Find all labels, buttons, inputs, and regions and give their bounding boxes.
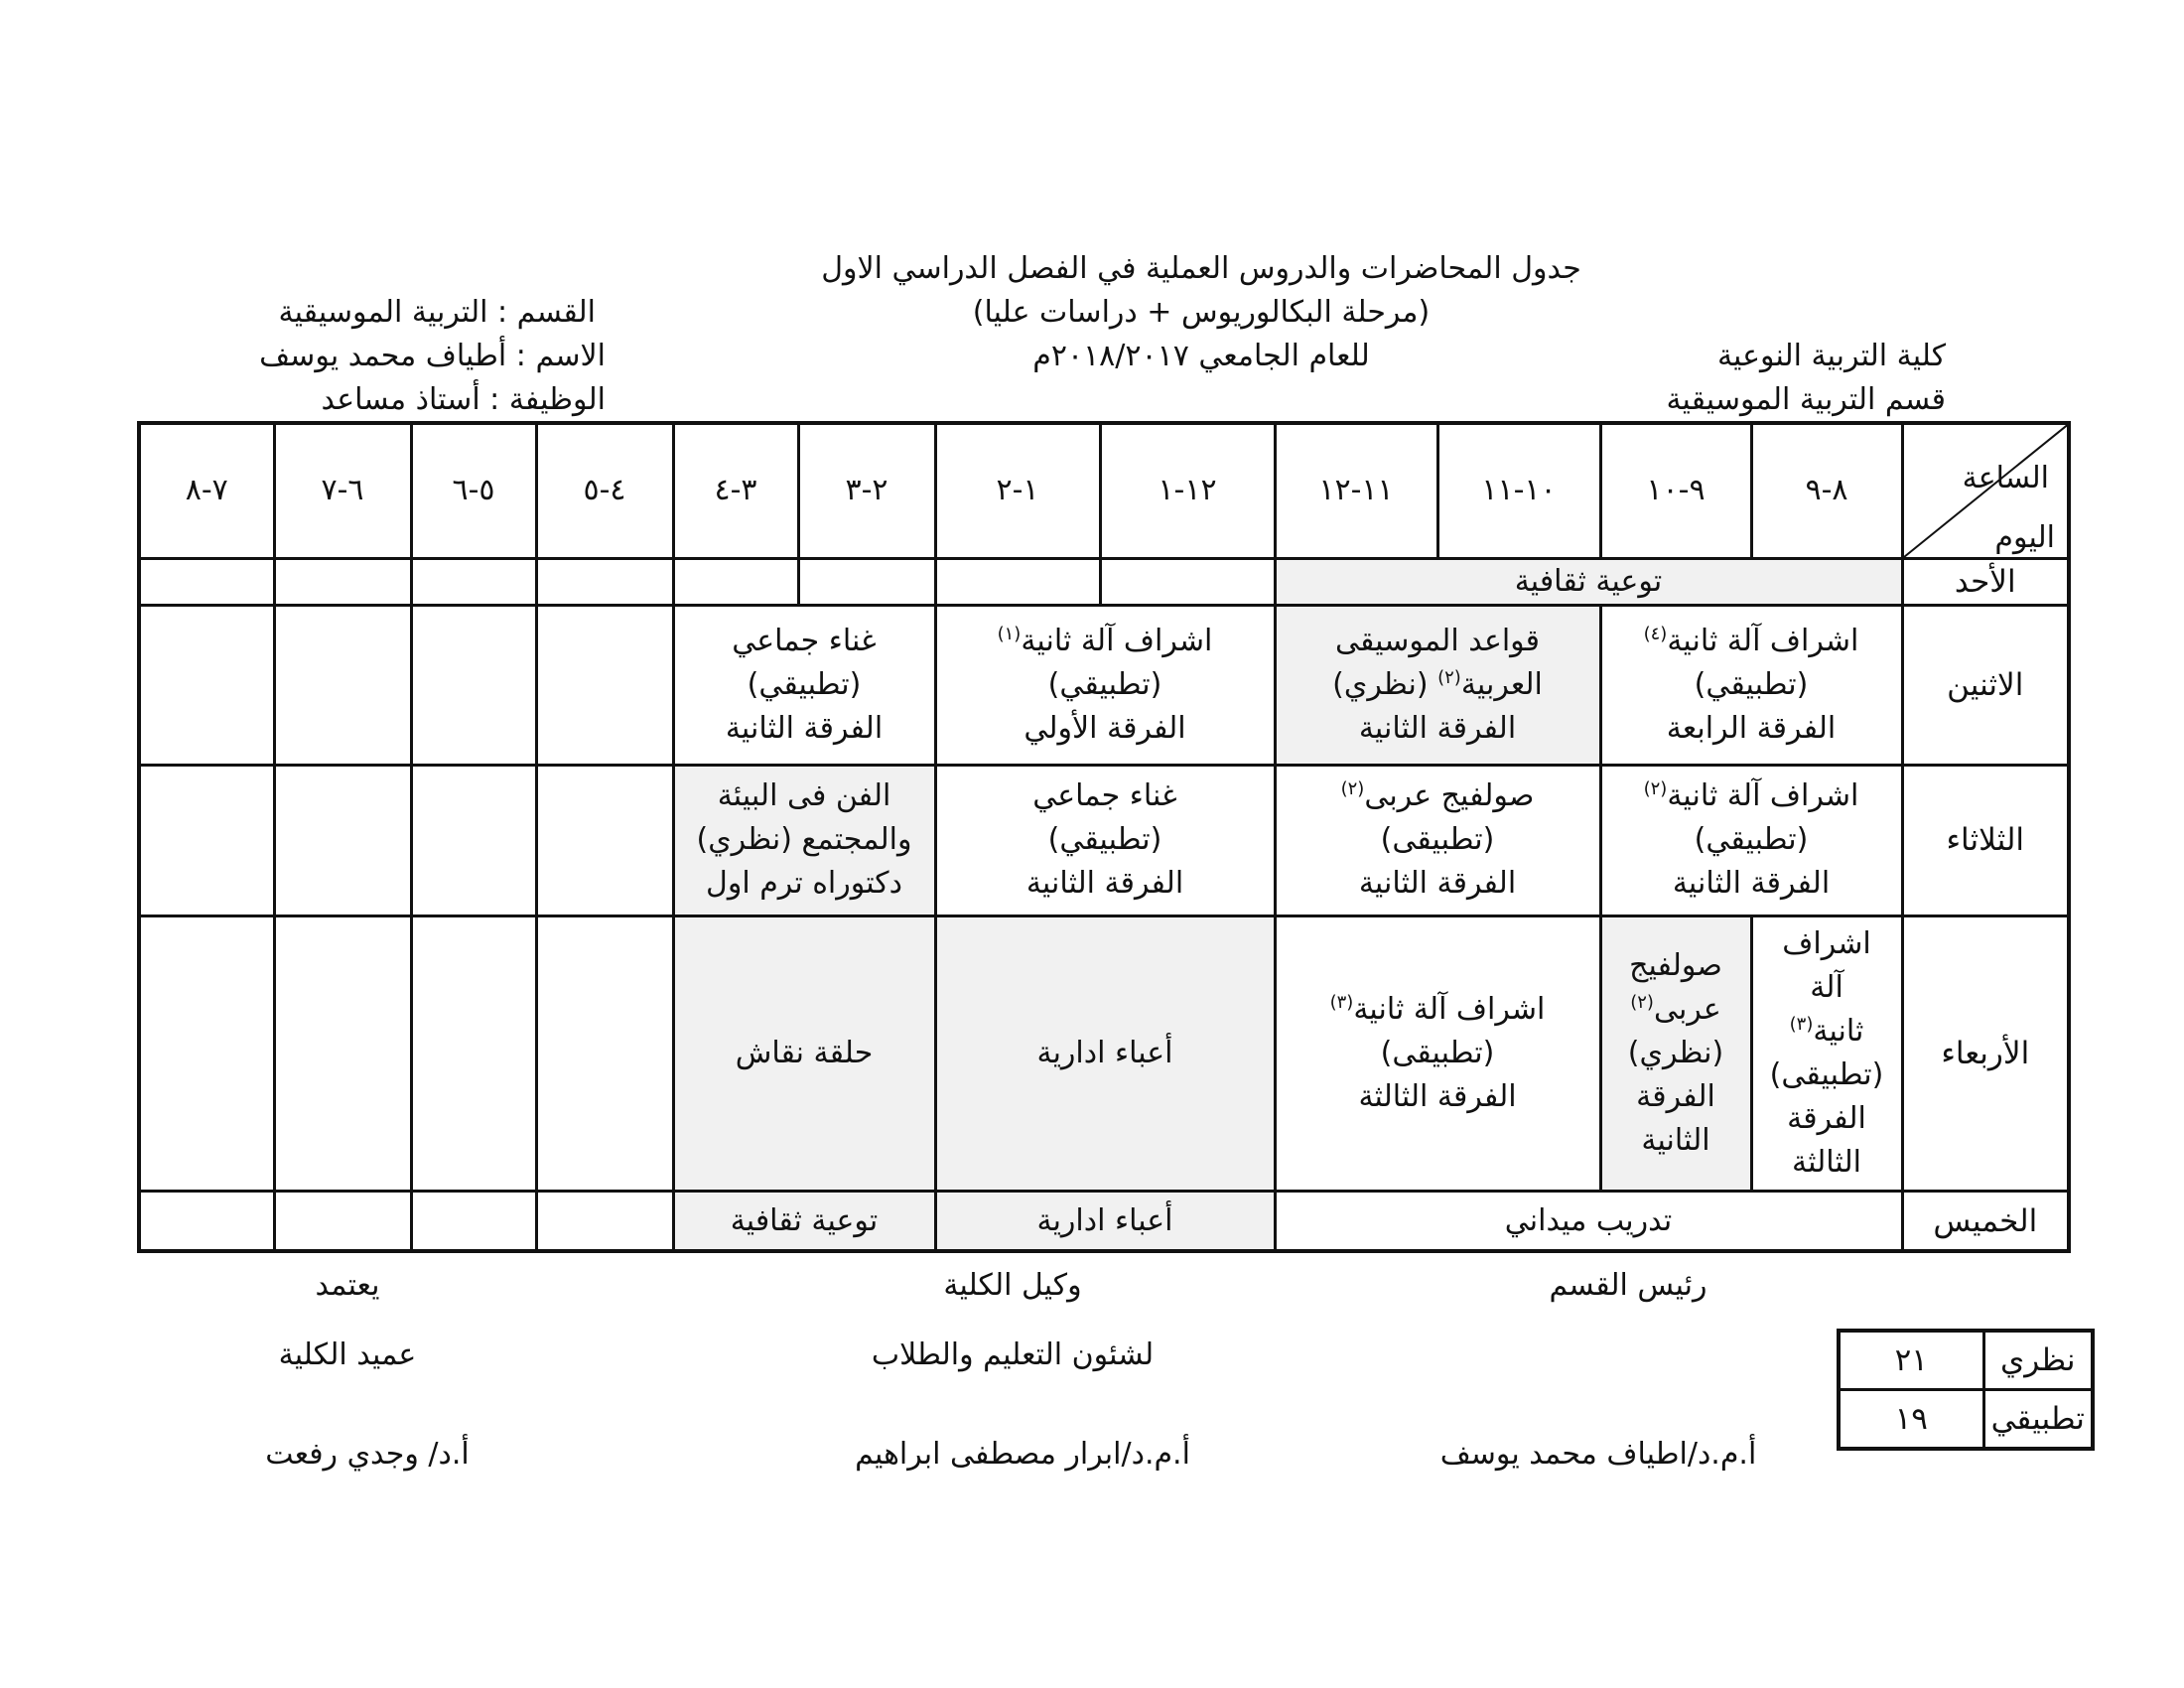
course-name: غناء جماعي [732,623,877,658]
cultural-awareness-cell: توعية ثقافية [673,1192,935,1251]
corner-header-cell [1902,423,2069,558]
empty-cell [139,558,274,605]
empty-cell [536,916,673,1192]
admin-duties-cell: أعباء ادارية [935,916,1275,1192]
theory-label: نظري [1983,1331,2093,1390]
empty-cell [798,558,935,605]
course-group: الفرقة الرابعة [1666,710,1837,746]
empty-cell [139,916,274,1192]
time-slot-header: ٧-٨ [139,423,274,558]
course-name: الفن فى البيئة [717,778,891,814]
class-cell [935,606,1275,766]
course-name: اشراف آلة ثانية [1667,778,1859,814]
empty-cell [139,765,274,916]
time-slot-header: ٤-٥ [536,423,673,558]
course-group: الفرقة [1787,1101,1866,1137]
course-name-cont: والمجتمع (نظري) [696,822,912,858]
class-cell [1600,606,1902,766]
day-tuesday: الثلاثاء [1902,765,2069,916]
course-note: (٣) [1329,992,1354,1014]
empty-cell [274,1192,411,1251]
day-sunday: الأحد [1902,558,2069,605]
empty-cell [274,916,411,1192]
time-slot-header: ٩-١٠ [1600,423,1751,558]
course-type: (تطبيقي) [747,666,862,702]
vice-dean-name: أ.م.د/ابرار مصطفى ابراهيم [855,1437,1190,1472]
empty-cell [536,765,673,916]
empty-cell [1100,558,1275,605]
day-monday: الاثنين [1902,606,2069,766]
course-type: (تطبيقي) [1694,822,1809,858]
empty-cell [411,558,536,605]
course-note: (٢) [1643,778,1668,800]
course-note: (٢) [1340,778,1365,800]
empty-cell [139,606,274,766]
theory-hours: ٢١ [1839,1331,1983,1390]
time-slot-header: ١٢-١ [1100,423,1275,558]
empty-cell [411,765,536,916]
department-field: القسم : التربية الموسيقية [278,295,596,330]
vice-dean-title: وكيل الكلية [943,1268,1082,1303]
course-group-cont: الثالثة [1792,1145,1861,1181]
course-type: (تطبيقى) [1769,1057,1884,1093]
course-name-cont: آلة [1810,970,1843,1006]
course-group: الفرقة الثانية [1358,710,1517,746]
time-slot-header: ١٠-١١ [1437,423,1600,558]
course-group: دكتوراه ترم اول [706,866,902,902]
class-cell [1275,765,1600,916]
empty-cell [411,1192,536,1251]
vice-dean-subtitle: لشئون التعليم والطلاب [871,1337,1155,1372]
course-group: الفرقة [1636,1079,1715,1115]
empty-cell [274,606,411,766]
empty-cell [411,916,536,1192]
class-cell [1600,765,1902,916]
empty-cell [274,558,411,605]
course-note: (٤) [1643,623,1668,644]
course-name: اشراف آلة ثانية [1021,623,1213,658]
course-type: (نظري) [1332,666,1438,702]
empty-cell [673,558,798,605]
title-line-1: جدول المحاضرات والدروس العملية في الفصل الدراسي الاول [821,251,1581,286]
time-slot-header: ١-٢ [935,423,1100,558]
time-slot-header: ٣-٤ [673,423,798,558]
hour-label: الساعة [1962,461,2049,495]
course-group: الفرقة الثانية [1358,866,1517,902]
course-name: غناء جماعي [1032,778,1177,814]
time-slot-header: ٦-٧ [274,423,411,558]
class-cell [1751,916,1902,1192]
course-group: الفرقة الثانية [725,710,884,746]
course-type: (نظري) [1627,1036,1724,1071]
department-name-right: قسم التربية الموسيقية [1666,382,1946,417]
empty-cell [411,606,536,766]
course-type: (تطبيقي) [1694,666,1809,702]
time-slot-header: ٢-٣ [798,423,935,558]
title-line-2: (مرحلة البكالوريوس + دراسات عليا) [972,295,1431,330]
course-type: (تطبيقى) [1380,822,1495,858]
empty-cell [536,606,673,766]
title-line-3: للعام الجامعي ٢٠١٨/٢٠١٧م [1032,339,1370,373]
course-name: قواعد الموسيقى [1334,623,1541,658]
position-field: الوظيفة : أستاذ مساعد [321,382,606,417]
admin-duties-cell: أعباء ادارية [935,1192,1275,1251]
schedule-table [137,421,2071,1253]
time-slot-header: ٨-٩ [1751,423,1902,558]
time-slot-header: ١١-١٢ [1275,423,1437,558]
empty-cell [536,1192,673,1251]
dean-title: عميد الكلية [278,1337,417,1372]
dean-name: أ.د/ وجدي رفعت [265,1437,470,1472]
field-training-cell: تدريب ميداني [1275,1192,1902,1251]
cultural-awareness-cell: توعية ثقافية [1275,558,1902,605]
class-cell [673,606,935,766]
course-group: الفرقة الثانية [1672,866,1831,902]
course-name: اشراف آلة ثانية [1353,992,1546,1028]
course-group: الفرقة الثالثة [1358,1079,1517,1115]
college-name: كلية التربية النوعية [1716,339,1946,373]
hours-summary-table [1837,1329,2095,1451]
day-label: اليوم [1994,520,2055,555]
practical-label: تطبيقي [1983,1390,2093,1450]
course-name: اشراف آلة ثانية [1667,623,1859,658]
course-group-cont: الثانية [1641,1123,1710,1159]
course-name: اشراف [1782,926,1871,962]
course-note: (١) [997,623,1022,644]
class-cell [1600,916,1751,1192]
course-name-cont: عربى [1653,992,1721,1028]
name-field: الاسم : أطياف محمد يوسف [259,339,606,373]
empty-cell [274,765,411,916]
empty-cell [139,1192,274,1251]
empty-cell [935,558,1100,605]
day-wednesday: الأربعاء [1902,916,2069,1192]
empty-cell [536,558,673,605]
course-name-cont: ثانية [1813,1014,1864,1050]
course-note: (٢) [1437,666,1461,688]
course-group: الفرقة الأولي [1024,710,1186,746]
head-of-dept-title: رئيس القسم [1549,1268,1707,1303]
course-type: (تطبيقى) [1380,1036,1495,1071]
class-cell [673,765,935,916]
class-cell [1275,916,1600,1192]
discussion-circle-cell: حلقة نقاش [673,916,935,1192]
course-name: صولفيج عربى [1364,778,1535,814]
course-note: (٢) [1630,992,1654,1014]
course-name: صولفيج [1629,948,1722,984]
course-note: (٣) [1789,1014,1814,1036]
head-of-dept-name: أ.م.د/اطياف محمد يوسف [1439,1437,1757,1472]
course-name-part: العربية [1460,666,1543,702]
day-thursday: الخميس [1902,1192,2069,1251]
course-group: الفرقة الثانية [1025,866,1184,902]
class-cell [1275,606,1600,766]
class-cell [935,765,1275,916]
course-type: (تطبيقي) [1047,666,1162,702]
time-slot-header: ٥-٦ [411,423,536,558]
approval-label: يعتمد [315,1268,380,1303]
course-type: (تطبيقي) [1047,822,1162,858]
practical-hours: ١٩ [1839,1390,1983,1450]
